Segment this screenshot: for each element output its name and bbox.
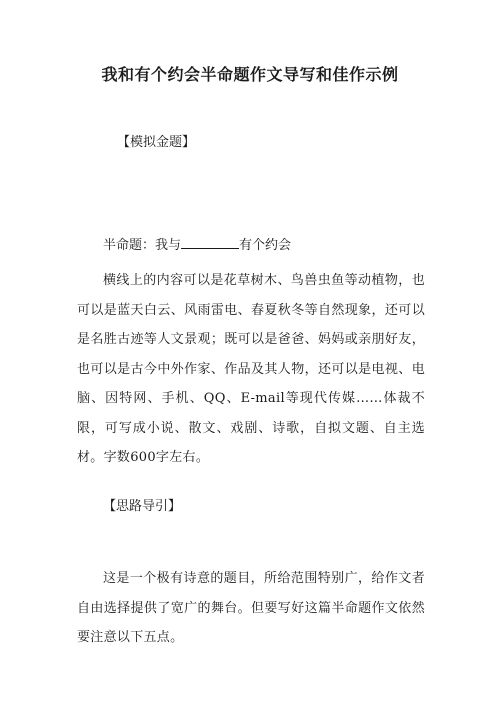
prompt-line [103, 236, 291, 256]
prompt-suffix: 有个约会 [239, 238, 292, 253]
paragraph-guidance: 这是一个极有诗意的题目，所给范围特别广，给作文者自由选择提供了宽广的舞台。但要写好这篇半命题作文依然要注意以下五点。 [77, 571, 425, 645]
section-heading-mock-question: 【模拟金题】 [117, 135, 196, 150]
document-title: 我和有个约会半命题作文导写和佳作示例 [101, 65, 399, 84]
paragraph-requirements: 横线上的内容可以是花草树木、鸟兽虫鱼等动植物，也可以是蓝天白云、风雨雷电、春夏秋冬等自然现象，还可以是名胜古迹等人文景观；既可以是爸爸、妈妈或亲朋好友，也可以是古今中外作家、作品及其人物，还可以是电视、电脑、因特网、手机、QQ、E-mail等现代传媒……体裁不限，可写成小说、散文、戏剧、诗歌，自拟文题、自主选材。字数600字左右。 [77, 273, 425, 465]
prompt-blank [181, 236, 239, 249]
prompt-label: 半命题：我与 [103, 238, 182, 253]
section-heading-guidance: 【思路导引】 [103, 499, 182, 514]
